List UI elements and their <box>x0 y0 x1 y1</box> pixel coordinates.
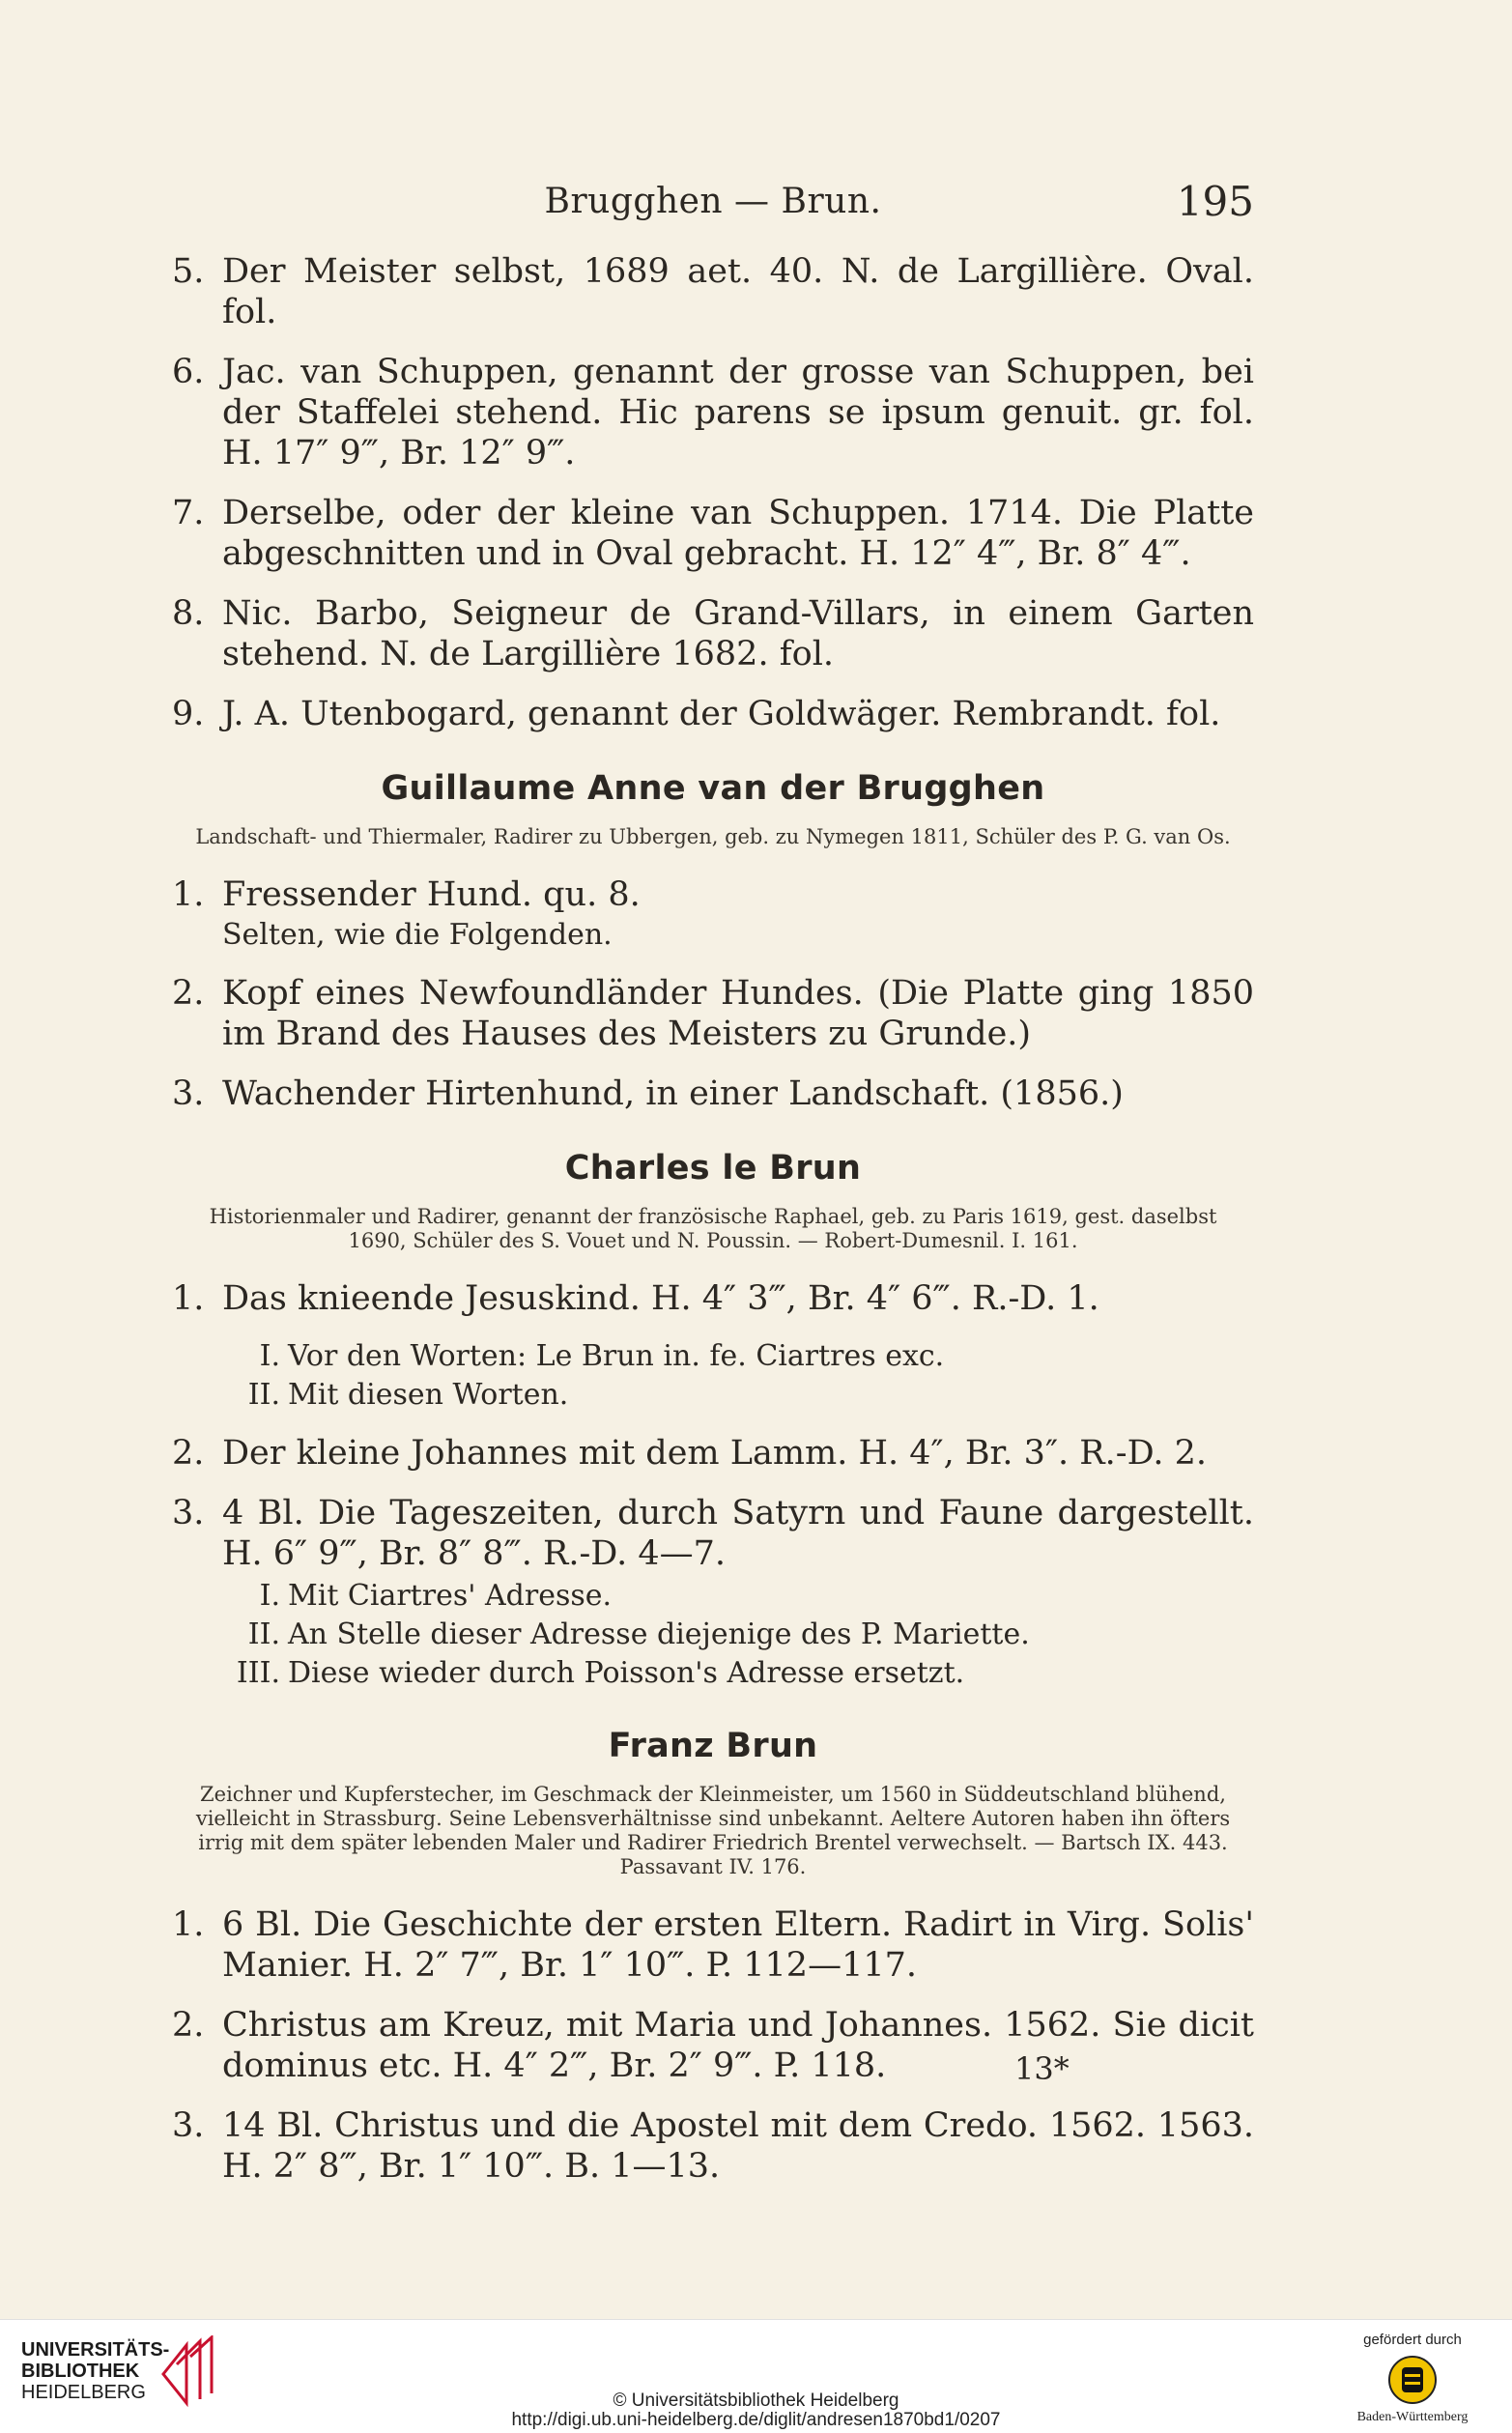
logo-line: BIBLIOTHEK <box>21 2361 140 2382</box>
state-text: Mit diesen Worten. <box>288 1378 569 1412</box>
signature-mark: 13* <box>1014 2050 1070 2087</box>
baden-wuerttemberg-crest-icon <box>1388 2356 1437 2404</box>
catalog-entry <box>172 2005 1254 2086</box>
artist-biography: Historienmaler und Radirer, genannt der französische Raphael, geb. zu Paris 1619, gest. daselbst 1690, Schüler des S. Vouet und N. Poussin. — Robert-Dumesnil. I. 161. <box>209 1205 1217 1252</box>
funder-block <box>1340 2332 1485 2425</box>
catalog-entry <box>172 593 1254 674</box>
copyright-notice <box>0 2391 1512 2430</box>
logo-line: UNIVERSITÄTS- <box>21 2339 170 2361</box>
state-text: Vor den Worten: Le Brun in. fe. Ciartres exc. <box>288 1339 945 1373</box>
entry-number: 5. <box>172 252 205 291</box>
state-line <box>172 1617 1254 1653</box>
state-line <box>172 1338 1254 1375</box>
page-number: 195 <box>1176 178 1254 225</box>
state-text: Mit Ciartres' Adresse. <box>288 1579 613 1613</box>
catalog-entry <box>172 1493 1254 1574</box>
catalog-entry <box>172 251 1254 332</box>
state-line <box>172 1377 1254 1414</box>
entry-number: 2. <box>172 2006 205 2045</box>
entry-number: 1. <box>172 875 205 914</box>
entry-number: 9. <box>172 695 205 733</box>
entry-text: Jac. van Schuppen, genannt der grosse van Schuppen, bei der Staffelei stehend. Hic parens se ipsum genuit. gr. fol. H. 17″ 9‴, Br. 12″ 9‴. <box>222 353 1254 472</box>
catalog-entry <box>172 973 1254 1054</box>
entry-note: Selten, wie die Folgenden. <box>222 918 613 952</box>
catalog-entry <box>172 493 1254 574</box>
entry-number: 1. <box>172 1905 205 1944</box>
footer-bar <box>0 2319 1512 2433</box>
entry-text: Das knieende Jesuskind. H. 4″ 3‴, Br. 4″ 6‴. R.-D. 1. <box>222 1279 1099 1318</box>
page-content <box>172 251 1254 2206</box>
entry-text: Derselbe, oder der kleine van Schuppen. 1714. Die Platte abgeschnitten und in Oval gebracht. H. 12″ 4‴, Br. 8″ 4‴. <box>222 494 1254 573</box>
entry-number: 3. <box>172 2106 205 2145</box>
artist-biography: Zeichner und Kupferstecher, im Geschmack der Kleinmeister, um 1560 in Süddeutschland blühend, vielleicht in Strassburg. Seine Lebensverhältnisse sind unbekannt. Aeltere Autoren haben ihn öfters irrig mit dem später lebenden Maler und Radirer Friedrich Brentel verwechselt. — Bartsch IX. 443. Passavant IV. 176. <box>195 1783 1231 1878</box>
entry-number: 3. <box>172 1074 205 1113</box>
logo-line: HEIDELBERG <box>21 2382 146 2403</box>
entry-text: Nic. Barbo, Seigneur de Grand-Villars, in einem Garten stehend. N. de Largillière 1682. fol. <box>222 594 1254 673</box>
entry-text: J. A. Utenbogard, genannt der Goldwäger. Rembrandt. fol. <box>222 695 1221 733</box>
entry-text: Fressender Hund. qu. 8. <box>222 875 641 914</box>
catalog-entry <box>172 874 1254 954</box>
entry-number: 3. <box>172 1494 205 1532</box>
entry-text: Wachender Hirtenhund, in einer Landschaft. (1856.) <box>222 1074 1124 1113</box>
entry-number: 6. <box>172 353 205 391</box>
copyright-text: © Universitätsbibliothek Heidelberg <box>613 2390 899 2411</box>
funded-label: gefördert durch <box>1363 2332 1462 2348</box>
artist-biography: Landschaft- und Thiermaler, Radirer zu Ubbergen, geb. zu Nymegen 1811, Schüler des P. G. van Os. <box>195 825 1231 848</box>
entry-number: 2. <box>172 974 205 1013</box>
state-number: I. <box>259 1579 280 1613</box>
running-head: Brugghen — Brun. <box>544 182 882 221</box>
catalog-entry <box>172 1073 1254 1114</box>
entry-number: 7. <box>172 494 205 532</box>
state-number: III. <box>236 1656 280 1690</box>
catalog-entry <box>172 694 1254 734</box>
state-line <box>172 1578 1254 1615</box>
artist-heading: Franz Brun <box>608 1727 818 1765</box>
artist-heading: Charles le Brun <box>564 1149 862 1188</box>
state-text: An Stelle dieser Adresse diejenige des P. Mariette. <box>288 1617 1030 1651</box>
page-header <box>172 178 1254 230</box>
entry-text: Kopf eines Newfoundländer Hundes. (Die Platte ging 1850 im Brand des Hauses des Meisters zu Grunde.) <box>222 974 1254 1053</box>
state-text: Diese wieder durch Poisson's Adresse ersetzt. <box>288 1656 965 1690</box>
source-url-link[interactable]: http://digi.ub.uni-heidelberg.de/diglit/andresen1870bd1/0207 <box>511 2410 1001 2430</box>
catalog-entry <box>172 1904 1254 1986</box>
entry-text: 4 Bl. Die Tageszeiten, durch Satyrn und Faune dargestellt. H. 6″ 9‴, Br. 8″ 8‴. R.-D. 4—7. <box>222 1494 1254 1573</box>
state-number: I. <box>259 1339 280 1373</box>
funder-name: Baden-Württemberg <box>1356 2410 1469 2424</box>
catalog-entry <box>172 352 1254 473</box>
entry-number: 2. <box>172 1434 205 1473</box>
entry-text: Der kleine Johannes mit dem Lamm. H. 4″, Br. 3″. R.-D. 2. <box>222 1434 1208 1473</box>
entry-text: Christus am Kreuz, mit Maria und Johannes. 1562. Sie dicit dominus etc. H. 4″ 2‴, Br. 2″ 9‴. P. 118. <box>222 2006 1254 2085</box>
entry-text: Der Meister selbst, 1689 aet. 40. N. de Largillière. Oval. fol. <box>222 252 1254 331</box>
entry-text: 14 Bl. Christus und die Apostel mit dem Credo. 1562. 1563. H. 2″ 8‴, Br. 1″ 10‴. B. 1—13. <box>222 2106 1254 2186</box>
state-line <box>172 1655 1254 1692</box>
artist-heading: Guillaume Anne van der Brugghen <box>381 769 1045 808</box>
entry-text: 6 Bl. Die Geschichte der ersten Eltern. Radirt in Virg. Solis' Manier. H. 2″ 7‴, Br. 1″ 10‴. P. 112—117. <box>222 1905 1254 1985</box>
entry-number: 1. <box>172 1279 205 1318</box>
catalog-entry <box>172 1433 1254 1474</box>
state-number: II. <box>247 1617 280 1651</box>
entry-number: 8. <box>172 594 205 633</box>
state-number: II. <box>247 1378 280 1412</box>
catalog-entry <box>172 2105 1254 2187</box>
catalog-entry <box>172 1278 1254 1319</box>
